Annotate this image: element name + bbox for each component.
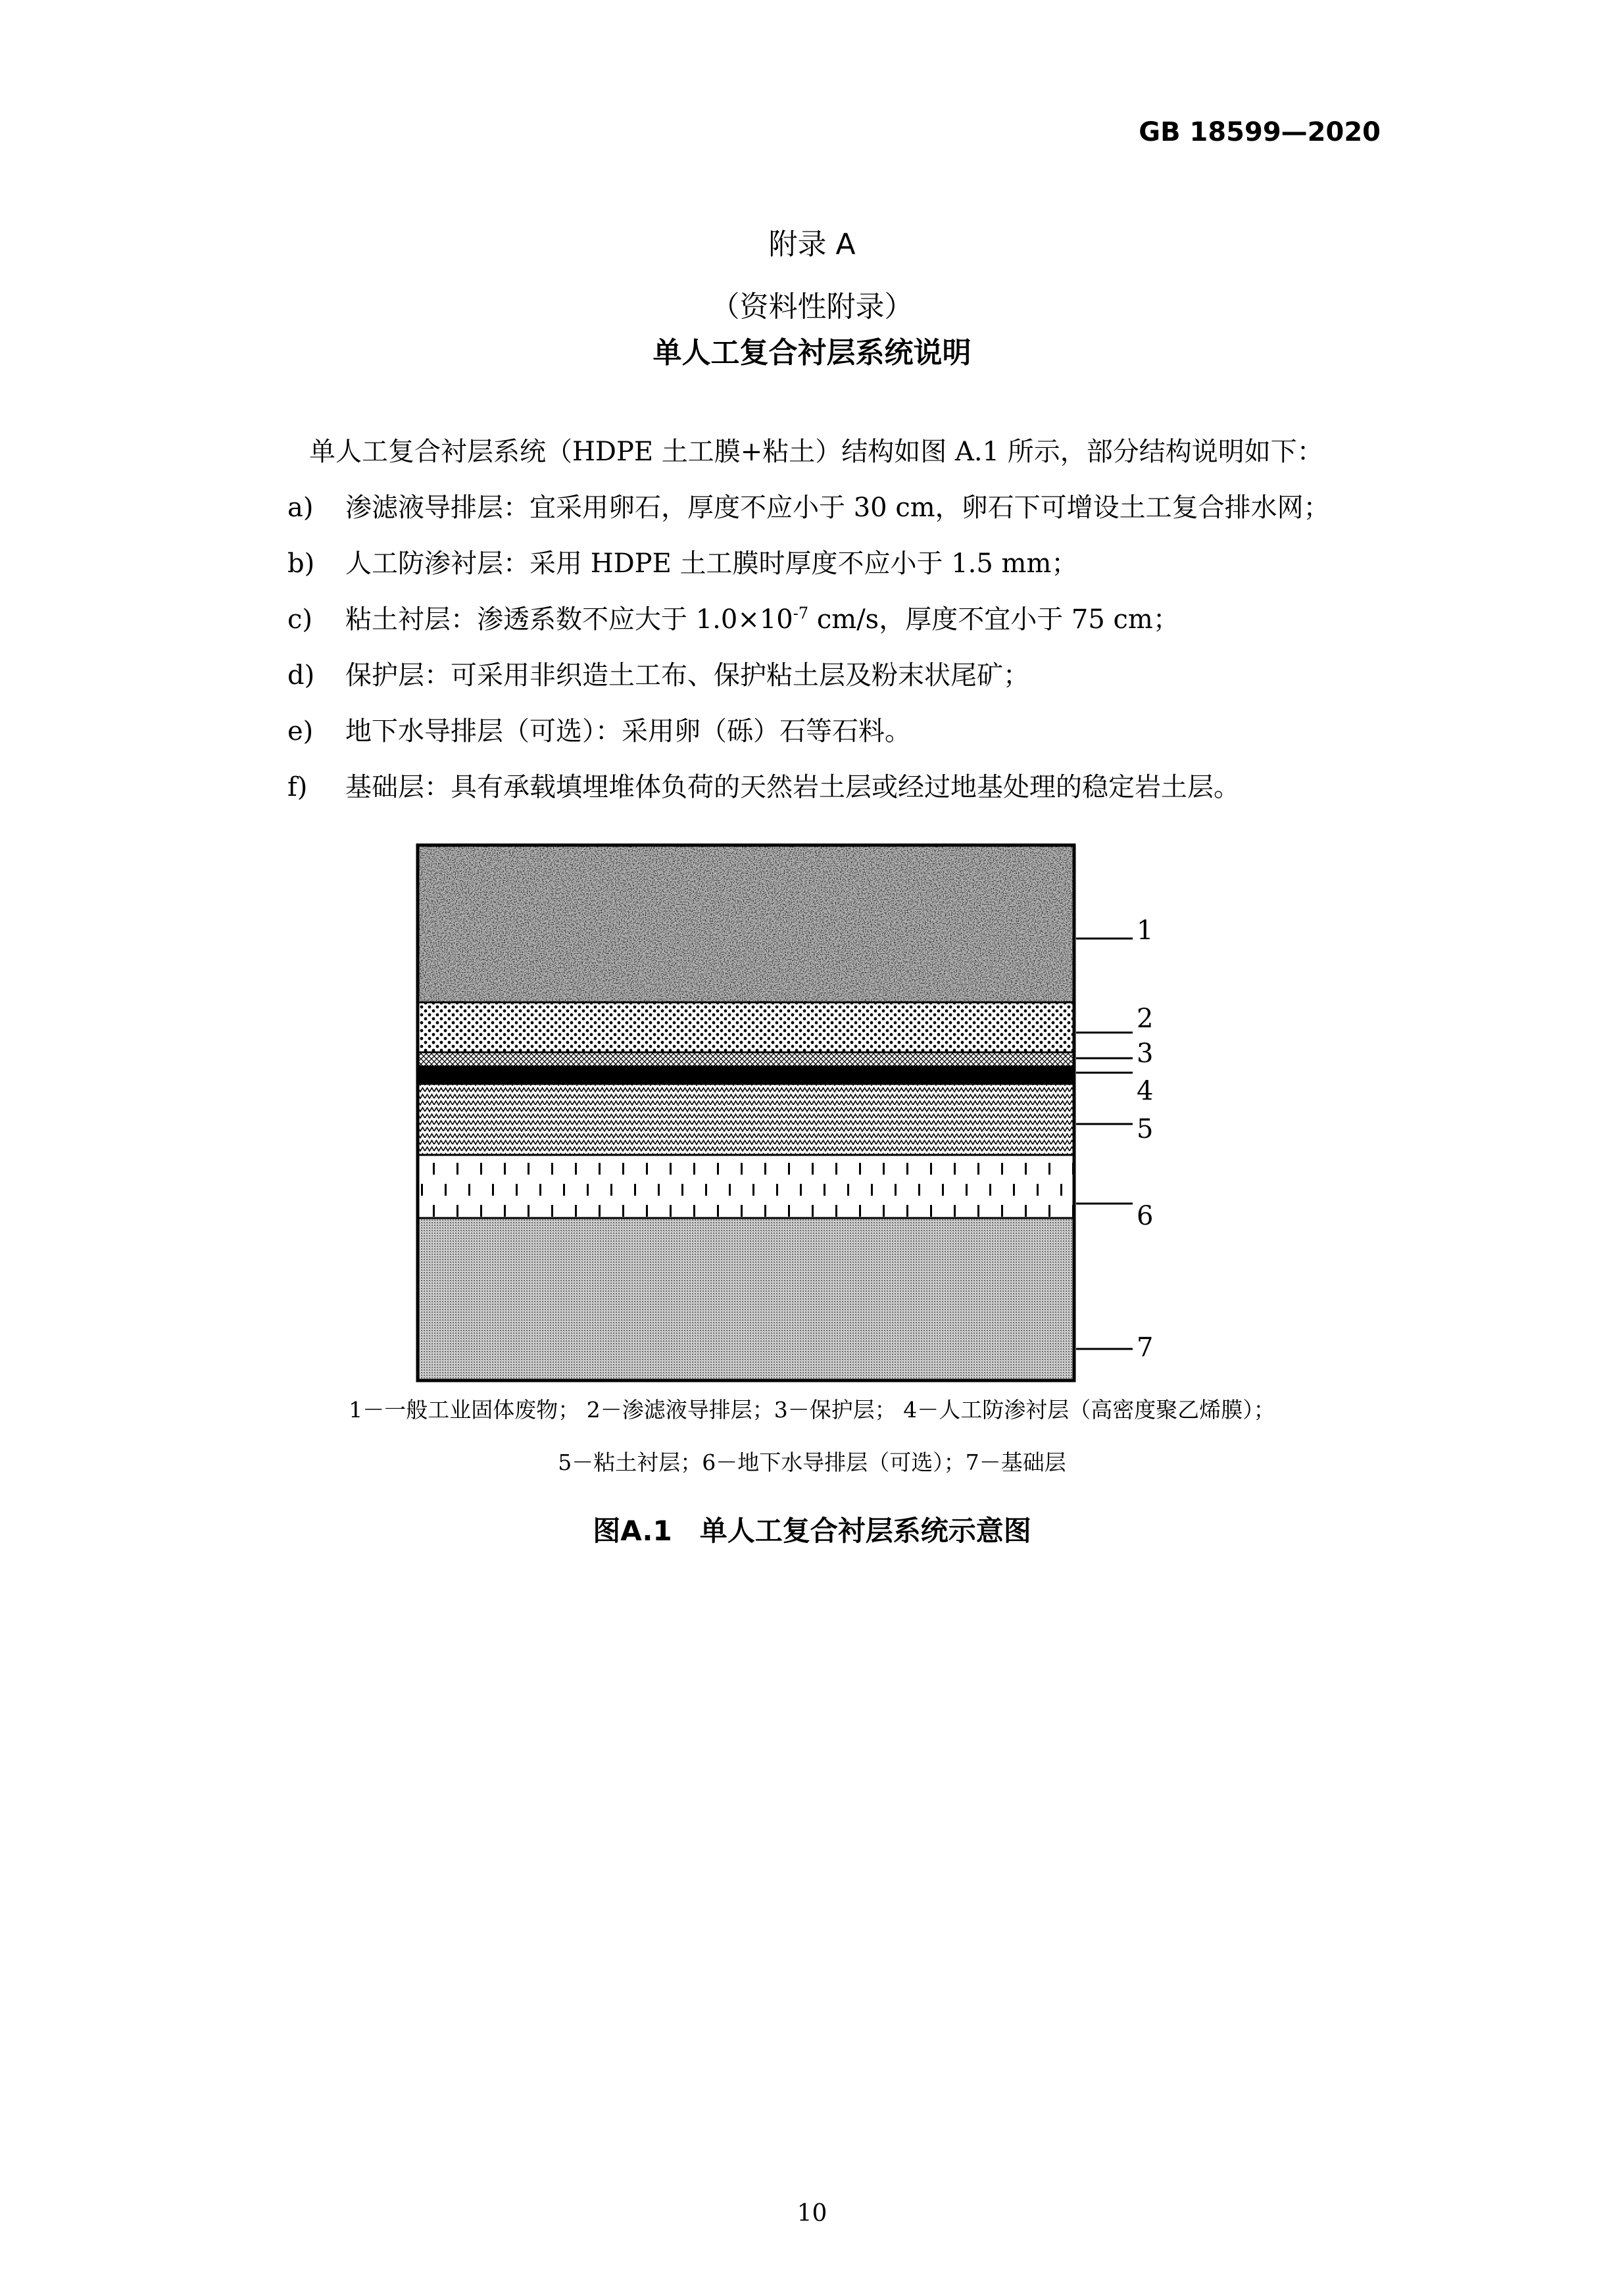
layer-label-1: 1 — [1137, 916, 1154, 946]
list-item-label: e) — [287, 716, 314, 746]
list-item-label: a) — [287, 493, 314, 523]
figure-legend-line-2: 5－粘土衬层；6－地下水导排层（可选）；7－基础层 — [558, 1450, 1066, 1475]
document-code: GB 18599—2020 — [1139, 117, 1381, 147]
list-item-f — [287, 766, 1240, 804]
layer-label-5: 5 — [1137, 1114, 1154, 1144]
list-item-a — [287, 487, 1330, 524]
layer-1-solid-waste — [418, 846, 1073, 1002]
list-item-d — [287, 654, 1029, 692]
intro-paragraph: 单人工复合衬层系统（HDPE 土工膜+粘土）结构如图 A.1 所示，部分结构说明如下： — [309, 437, 1323, 467]
list-item-text: 地下水导排层（可选）：采用卵（砾）石等石料。 — [345, 716, 911, 746]
list-item-text-post: cm/s，厚度不宜小于 75 cm； — [808, 604, 1179, 635]
list-item-text: 人工防渗衬层：采用 HDPE 土工膜时厚度不应小于 1.5 mm； — [345, 549, 1078, 579]
layer-label-3: 3 — [1137, 1038, 1154, 1069]
figure-caption: 图A.1 单人工复合衬层系统示意图 — [593, 1515, 1031, 1547]
appendix-heading: 单人工复合衬层系统说明 — [652, 336, 972, 370]
layer-4-hdpe-membrane — [418, 1065, 1073, 1084]
layer-label-7: 7 — [1137, 1332, 1154, 1363]
list-item-text: 基础层：具有承载填埋堆体负荷的天然岩土层或经过地基处理的稳定岩土层。 — [345, 772, 1240, 802]
list-item-label: c) — [287, 604, 313, 635]
list-item-label: b) — [287, 549, 315, 579]
layer-7-foundation — [418, 1218, 1073, 1380]
layer-3-protection — [418, 1052, 1073, 1065]
list-item-text-pre: 粘土衬层：渗透系数不应大于 1.0×10 — [345, 604, 793, 635]
liner-system-diagram — [416, 843, 1076, 1382]
list-item-label: d) — [287, 660, 315, 691]
layer-label-6: 6 — [1137, 1201, 1154, 1231]
list-item-c — [287, 598, 1179, 636]
list-item-text: 保护层：可采用非织造土工布、保护粘土层及粉末状尾矿； — [345, 660, 1029, 691]
list-item-text: 渗滤液导排层：宜采用卵石，厚度不应小于 30 cm，卵石下可增设土工复合排水网； — [345, 493, 1330, 523]
appendix-type: （资料性附录） — [710, 290, 914, 324]
layer-2-leachate-drainage — [418, 1002, 1073, 1052]
layer-leaders — [1076, 843, 1188, 1382]
layer-label-2: 2 — [1137, 1004, 1154, 1034]
page-number: 10 — [797, 2200, 827, 2227]
exponent: -7 — [793, 604, 809, 623]
layer-label-4: 4 — [1137, 1076, 1154, 1106]
layer-5-clay-liner — [418, 1084, 1073, 1155]
list-item-label: f) — [287, 772, 308, 802]
list-item-e — [287, 710, 911, 748]
layer-6-groundwater-drainage — [418, 1155, 1073, 1218]
figure-legend-line-1: 1－一般工业固体废物； 2－渗滤液导排层；3－保护层； 4－人工防渗衬层（高密度聚乙烯膜）； — [349, 1397, 1275, 1423]
list-item-b — [287, 543, 1077, 580]
appendix-title: 附录 A — [768, 228, 856, 261]
